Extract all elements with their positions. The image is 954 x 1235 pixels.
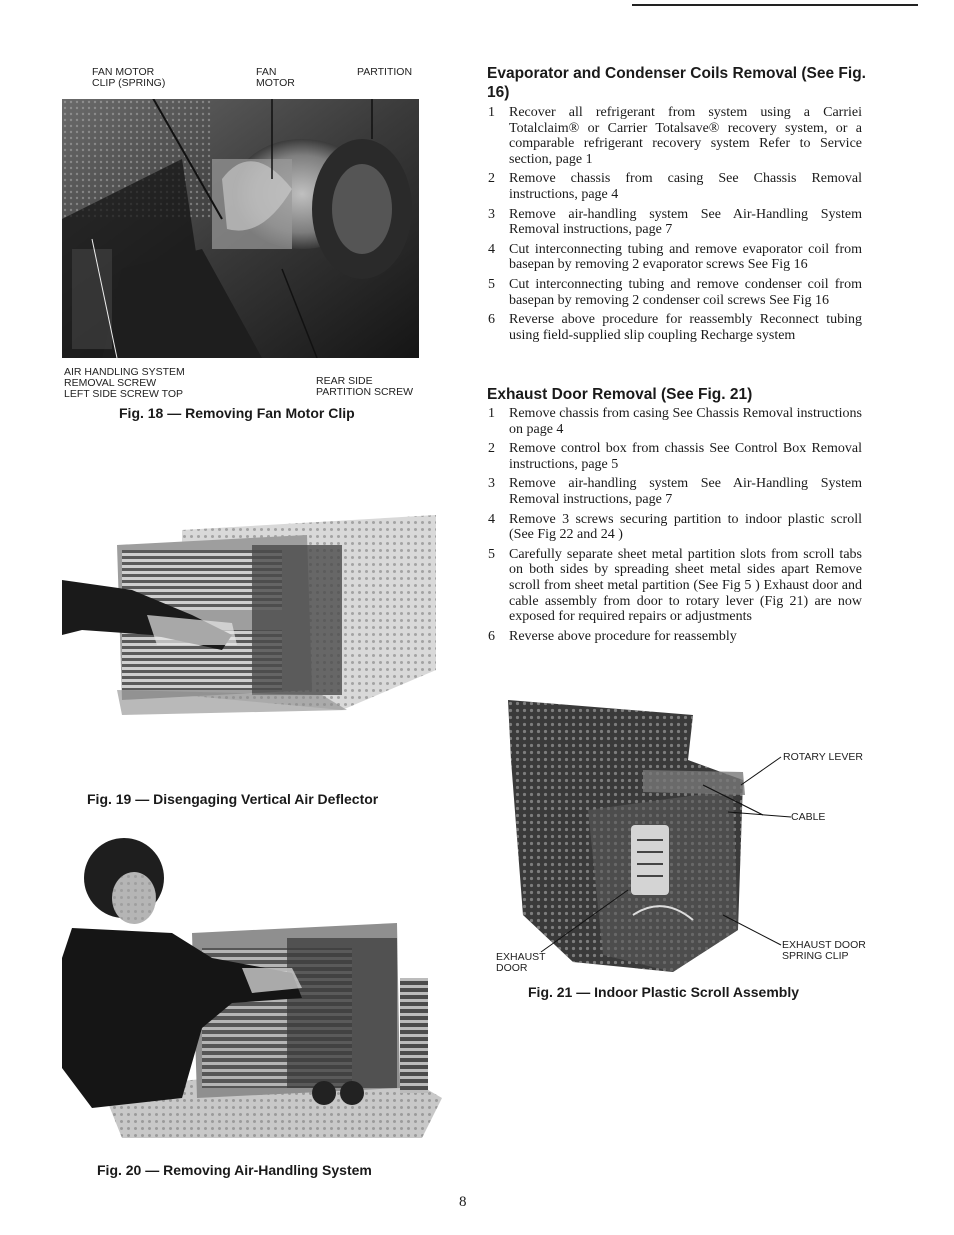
fig21-caption: Fig. 21 — Indoor Plastic Scroll Assembly	[528, 984, 800, 1000]
step-number: 5	[488, 546, 495, 562]
fig18-label-fan-motor-clip: FAN MOTOR CLIP (SPRING)	[92, 66, 166, 89]
fig19-caption: Fig. 19 — Disengaging Vertical Air Deflector	[87, 791, 379, 807]
section2-step	[487, 441, 862, 472]
step-text: Remove air-handling system See Air-Handling System Removal instructions, page 7	[509, 206, 862, 238]
fig18-photo-fan-motor-clip	[62, 99, 419, 358]
section1-step	[487, 207, 862, 238]
step-number: 2	[488, 441, 495, 457]
fig18-label-rear-side-screw: REAR SIDE PARTITION SCREW	[316, 375, 414, 398]
step-text: Reverse above procedure for reassembly	[509, 628, 737, 644]
fig19-photo-air-deflector	[62, 505, 436, 723]
section2-step	[487, 512, 862, 543]
step-number: 1	[488, 406, 495, 421]
fig21-label-exhaust-door: EXHAUST DOOR	[496, 951, 546, 974]
fig21-leader-lines	[493, 740, 793, 980]
section2-step	[487, 406, 862, 437]
step-text: Remove control box from chassis See Control Box Removal instructions, page 5	[509, 441, 862, 472]
fig21-label-exhaust-door-spring-clip: EXHAUST DOOR SPRING CLIP	[782, 939, 866, 962]
section1-steps	[487, 105, 862, 347]
section1-step	[487, 105, 862, 167]
step-text: Reverse above procedure for reassembly Reconnect tubing using field-supplied slip coupling Recharge system	[509, 312, 862, 343]
top-rule	[632, 4, 918, 6]
step-text: Cut interconnecting tubing and remove evaporator coil from basepan by removing 2 evaporator screws See Fig 16	[509, 241, 862, 273]
fig18-label-fan-motor: FAN MOTOR	[256, 66, 295, 89]
fig21-label-cable: CABLE	[791, 811, 826, 823]
step-number: 6	[488, 312, 495, 328]
fig21-label-rotary-lever: ROTARY LEVER	[783, 751, 863, 763]
section2-step	[487, 629, 862, 645]
fig18-label-partition: PARTITION	[357, 66, 413, 78]
section2-step	[487, 547, 862, 625]
fig18-caption: Fig. 18 — Removing Fan Motor Clip	[119, 405, 355, 421]
section2-heading: Exhaust Door Removal (See Fig. 21)	[487, 386, 753, 403]
fig20-photo-air-handling-system	[62, 838, 442, 1138]
step-number: 1	[488, 105, 495, 120]
fig20-caption: Fig. 20 — Removing Air-Handling System	[97, 1162, 372, 1178]
step-number: 3	[488, 206, 495, 222]
section1-step	[487, 171, 862, 202]
step-number: 5	[488, 276, 495, 292]
step-text: Remove chassis from casing See Chassis Removal instructions on page 4	[509, 406, 862, 437]
page-number: 8	[459, 1194, 467, 1210]
step-text: Carefully separate sheet metal partition slots from scroll tabs on both sides by spreading sheet metal sides apart Remove scroll from sheet metal partition (See Fig 5 ) Exhaust door and cable assembly from door to rotary lever (Fig 21) are now exposed for required repairs or adjustments	[509, 546, 862, 625]
step-text: Remove 3 screws securing partition to indoor plastic scroll (See Fig 22 and 24 )	[509, 511, 862, 543]
section2-steps	[487, 406, 862, 648]
step-number: 6	[488, 628, 495, 644]
section1-heading: Evaporator and Condenser Coils Removal (See Fig. 16)	[487, 65, 866, 101]
section1-step	[487, 242, 862, 273]
section1-step	[487, 277, 862, 308]
step-number: 4	[488, 241, 495, 257]
step-number: 3	[488, 476, 495, 492]
step-text: Cut interconnecting tubing and remove condenser coil from basepan by removing 2 condenser coil screws See Fig 16	[509, 276, 862, 308]
section1-step	[487, 312, 862, 343]
step-text: Remove air-handling system See Air-Handling System Removal instructions, page 7	[509, 476, 862, 507]
step-text: Remove chassis from casing See Chassis Removal instructions, page 4	[509, 171, 862, 202]
fig18-label-air-handling-screw: AIR HANDLING SYSTEM REMOVAL SCREW LEFT SIDE SCREW TOP	[64, 366, 185, 400]
step-text: Recover all refrigerant from system using a Carriei Totalclaim® or Carrier Totalsave® recovery system, or a comparable refrigerant recovery system Refer to Service section, page 1	[509, 105, 862, 167]
section2-step	[487, 476, 862, 507]
step-number: 4	[488, 511, 495, 527]
step-number: 2	[488, 171, 495, 187]
